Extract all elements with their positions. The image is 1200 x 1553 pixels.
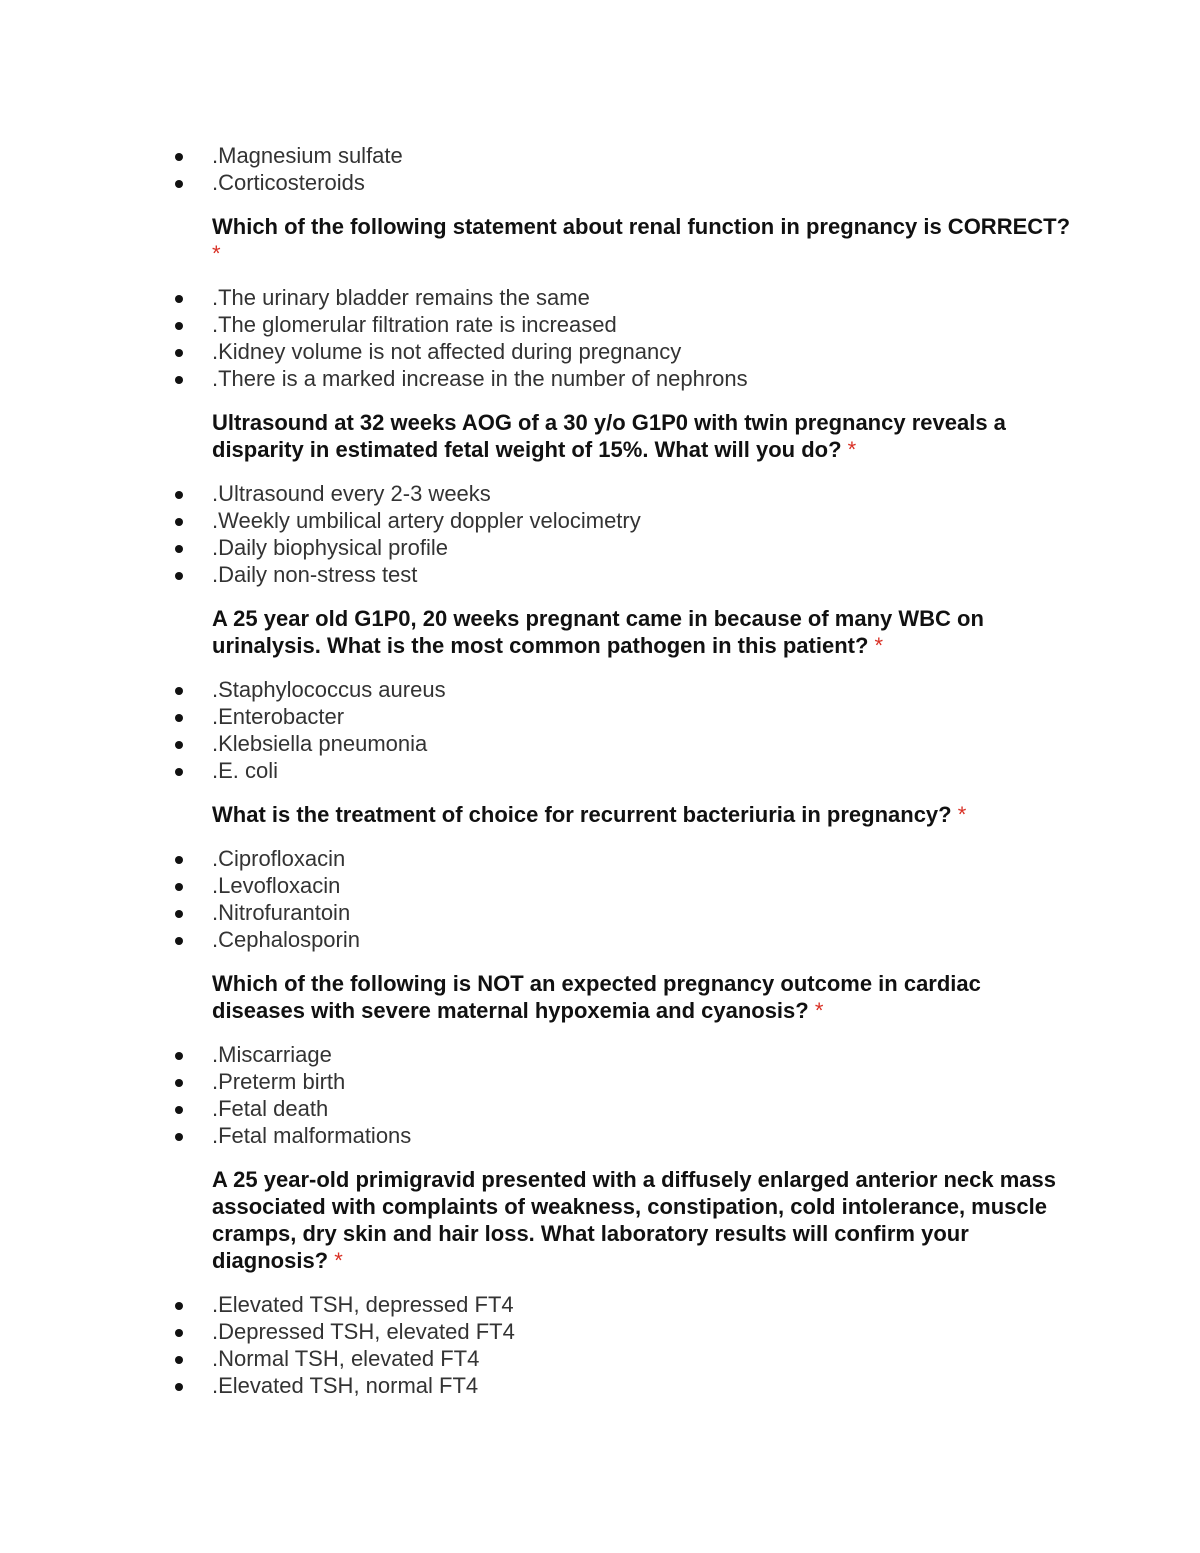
question-text: A 25 year-old primigravid presented with a diffusely enlarged anterior neck mass associated with complaints of weakness, constipation, cold intolerance, muscle cramps, dry skin and hair loss. What laboratory results will confirm your diagnosis? *	[212, 1167, 1057, 1273]
bullet-icon	[175, 1356, 183, 1364]
question-text: What is the treatment of choice for recurrent bacteriuria in pregnancy? *	[212, 802, 967, 827]
required-marker: *	[212, 241, 221, 266]
option-item[interactable]: .Normal TSH, elevated FT4	[212, 1345, 1072, 1372]
bullet-icon	[175, 572, 183, 580]
option-list	[212, 845, 1072, 953]
option-item[interactable]: .Preterm birth	[212, 1068, 1072, 1095]
question-text: Which of the following is NOT an expected pregnancy outcome in cardiac diseases with severe maternal hypoxemia and cyanosis? *	[212, 971, 981, 1023]
bullet-icon	[175, 376, 183, 384]
option-item[interactable]: .Magnesium sulfate	[212, 142, 1072, 169]
question-text: Ultrasound at 32 weeks AOG of a 30 y/o G1P0 with twin pregnancy reveals a disparity in estimated fetal weight of 15%. What will you do? *	[212, 410, 1006, 462]
bullet-icon	[175, 714, 183, 722]
option-item[interactable]: .Elevated TSH, normal FT4	[212, 1372, 1072, 1399]
option-item[interactable]: .Klebsiella pneumonia	[212, 730, 1072, 757]
option-list	[212, 480, 1072, 588]
required-marker: *	[874, 633, 884, 658]
option-item[interactable]: .There is a marked increase in the number of nephrons	[212, 365, 1072, 392]
option-item[interactable]: .Levofloxacin	[212, 872, 1072, 899]
option-item[interactable]: .Depressed TSH, elevated FT4	[212, 1318, 1072, 1345]
option-item[interactable]: .Cephalosporin	[212, 926, 1072, 953]
bullet-icon	[175, 1302, 183, 1310]
bullet-icon	[175, 545, 183, 553]
option-item[interactable]: .E. coli	[212, 757, 1072, 784]
option-list	[212, 1041, 1072, 1149]
option-list	[212, 1291, 1072, 1399]
required-marker: *	[847, 437, 857, 462]
option-item[interactable]: .Daily biophysical profile	[212, 534, 1072, 561]
option-list	[212, 676, 1072, 784]
option-item[interactable]: .Ciprofloxacin	[212, 845, 1072, 872]
bullet-icon	[175, 153, 183, 161]
option-list	[212, 142, 1072, 196]
required-marker: *	[814, 998, 824, 1023]
bullet-icon	[175, 1329, 183, 1337]
option-item[interactable]: .Ultrasound every 2-3 weeks	[212, 480, 1072, 507]
quiz-content	[212, 142, 1072, 1399]
bullet-icon	[175, 1133, 183, 1141]
bullet-icon	[175, 295, 183, 303]
bullet-icon	[175, 937, 183, 945]
option-item[interactable]: .Nitrofurantoin	[212, 899, 1072, 926]
question-text: A 25 year old G1P0, 20 weeks pregnant came in because of many WBC on urinalysis. What is the most common pathogen in this patient? *	[212, 606, 984, 658]
option-item[interactable]: .Daily non-stress test	[212, 561, 1072, 588]
required-marker: *	[334, 1248, 343, 1273]
option-item[interactable]: .Staphylococcus aureus	[212, 676, 1072, 703]
bullet-icon	[175, 518, 183, 526]
option-item[interactable]: .Miscarriage	[212, 1041, 1072, 1068]
option-item[interactable]: .Weekly umbilical artery doppler velocimetry	[212, 507, 1072, 534]
bullet-icon	[175, 491, 183, 499]
bullet-icon	[175, 349, 183, 357]
bullet-icon	[175, 1052, 183, 1060]
bullet-icon	[175, 768, 183, 776]
option-item[interactable]: .Fetal malformations	[212, 1122, 1072, 1149]
question-text: Which of the following statement about renal function in pregnancy is CORRECT? *	[212, 214, 1071, 266]
bullet-icon	[175, 856, 183, 864]
option-item[interactable]: .Corticosteroids	[212, 169, 1072, 196]
bullet-icon	[175, 1079, 183, 1087]
option-item[interactable]: .Fetal death	[212, 1095, 1072, 1122]
bullet-icon	[175, 1383, 183, 1391]
option-item[interactable]: .Elevated TSH, depressed FT4	[212, 1291, 1072, 1318]
bullet-icon	[175, 741, 183, 749]
bullet-icon	[175, 322, 183, 330]
option-list	[212, 284, 1072, 392]
bullet-icon	[175, 1106, 183, 1114]
required-marker: *	[957, 802, 967, 827]
bullet-icon	[175, 687, 183, 695]
option-item[interactable]: .The glomerular filtration rate is increased	[212, 311, 1072, 338]
bullet-icon	[175, 910, 183, 918]
bullet-icon	[175, 180, 183, 188]
bullet-icon	[175, 883, 183, 891]
option-item[interactable]: .Enterobacter	[212, 703, 1072, 730]
option-item[interactable]: .The urinary bladder remains the same	[212, 284, 1072, 311]
option-item[interactable]: .Kidney volume is not affected during pregnancy	[212, 338, 1072, 365]
